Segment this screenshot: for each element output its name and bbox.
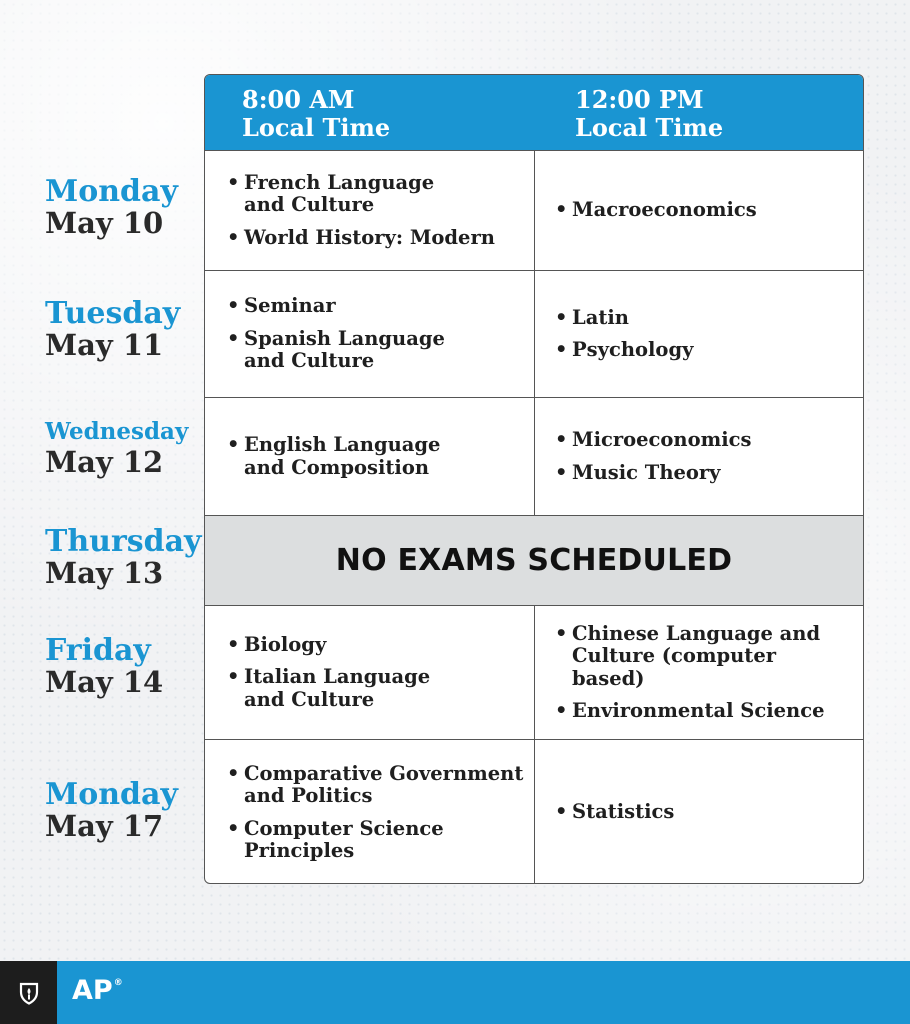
day-label-fri-14: [45, 635, 163, 699]
exam-line: Seminar: [244, 294, 336, 318]
exam-item: [555, 700, 855, 722]
exam-item: [555, 801, 855, 823]
cell-12pm: [535, 271, 864, 397]
exam-line: Principles: [244, 838, 355, 862]
exam-item: [555, 199, 855, 221]
exam-line: and Culture: [244, 349, 375, 373]
day-label-tue-11: [45, 298, 180, 362]
exam-line: Music Theory: [572, 460, 721, 484]
exam-item: [555, 339, 855, 361]
bullet: •: [227, 816, 240, 840]
day-name: Friday: [45, 633, 151, 668]
exam-item: [227, 172, 524, 217]
exam-line: Spanish Language: [244, 326, 445, 350]
day-name: Tuesday: [45, 296, 181, 331]
ap-brand: [72, 975, 123, 1006]
exam-item: [227, 227, 524, 249]
cell-12pm: [535, 606, 864, 739]
header-time: 12:00 PM: [575, 85, 704, 114]
day-labels: [0, 0, 200, 960]
day-date: May 11: [45, 328, 164, 363]
bullet: •: [227, 433, 240, 457]
cell-8am: [205, 151, 535, 270]
exam-schedule-table: [204, 74, 864, 884]
exam-item: [227, 295, 524, 317]
table-row: [205, 606, 863, 740]
exam-line: Latin: [572, 305, 629, 329]
exam-line: and Composition: [244, 455, 430, 479]
exam-line: and Culture: [244, 193, 375, 217]
exam-line: Psychology: [572, 338, 694, 361]
bullet: •: [555, 698, 568, 722]
exam-line: Macroeconomics: [572, 198, 757, 222]
exam-line: Statistics: [572, 800, 675, 824]
cell-12pm: [535, 740, 864, 884]
day-date: May 17: [45, 809, 164, 844]
exam-item: [227, 666, 524, 711]
exam-item: [555, 429, 855, 451]
bullet: •: [555, 621, 568, 645]
header-label: Local Time: [575, 113, 724, 143]
bullet: •: [227, 225, 240, 249]
ap-brand-text: AP: [72, 975, 113, 1006]
header-12pm: [575, 86, 723, 143]
bullet: •: [227, 294, 240, 318]
bullet: •: [227, 761, 240, 785]
cell-8am: [205, 271, 535, 397]
bullet: •: [555, 338, 568, 361]
exam-line: French Language: [244, 170, 435, 194]
exam-line: and Culture: [244, 687, 375, 711]
header-label: Local Time: [242, 113, 391, 143]
day-label-mon-10: [45, 176, 178, 240]
no-exams-row: [205, 516, 863, 606]
table-row: [205, 271, 863, 398]
footer-bar: [0, 961, 910, 1024]
bullet: •: [227, 632, 240, 656]
exam-line: English Language: [244, 433, 441, 457]
exam-line: Biology: [244, 632, 327, 656]
day-name: Wednesday: [45, 418, 189, 445]
day-name: Thursday: [45, 524, 202, 559]
day-date: May 10: [45, 206, 164, 241]
exam-line: World History: Modern: [244, 225, 495, 249]
exam-item: [227, 634, 524, 656]
day-date: May 12: [45, 444, 164, 479]
header-time: 8:00 AM: [242, 85, 355, 114]
exam-item: [227, 434, 524, 479]
exam-line: and Politics: [244, 784, 373, 808]
day-label-mon-17: [45, 779, 178, 843]
exam-line: Chinese Language and: [572, 621, 821, 645]
bullet: •: [555, 800, 568, 824]
table-header: [205, 75, 863, 151]
table-row: [205, 398, 863, 516]
exam-item: [227, 818, 524, 863]
header-8am: [242, 86, 390, 143]
day-label-wed-12: [45, 416, 188, 478]
bullet: •: [555, 305, 568, 329]
exam-line: Environmental Science: [572, 698, 825, 722]
exam-line: Computer Science: [244, 816, 444, 840]
exam-line: Culture (computer based): [572, 644, 776, 690]
day-name: Monday: [45, 174, 178, 209]
bullet: •: [555, 428, 568, 452]
day-date: May 13: [45, 556, 164, 591]
exam-item: [555, 462, 855, 484]
exam-line: Microeconomics: [572, 428, 752, 452]
cell-8am: [205, 606, 535, 739]
bullet: •: [555, 460, 568, 484]
exam-item: [555, 307, 855, 329]
table-row: [205, 740, 863, 884]
cell-12pm: [535, 151, 864, 270]
cell-8am: [205, 398, 535, 515]
exam-item: [555, 623, 855, 690]
shield-torch-icon: [18, 981, 40, 1005]
college-board-logo: [0, 961, 57, 1024]
day-label-thu-13: [45, 526, 202, 590]
exam-item: [227, 763, 524, 808]
cell-8am: [205, 740, 535, 884]
table-row: [205, 151, 863, 271]
day-date: May 14: [45, 665, 164, 700]
registered-mark: ®: [113, 978, 123, 988]
day-name: Monday: [45, 777, 178, 812]
exam-line: Italian Language: [244, 665, 431, 689]
bullet: •: [227, 665, 240, 689]
exam-line: Comparative Government: [244, 761, 524, 785]
bullet: •: [227, 326, 240, 350]
bullet: •: [555, 198, 568, 222]
cell-12pm: [535, 398, 864, 515]
no-exams-text: NO EXAMS SCHEDULED: [335, 543, 733, 578]
exam-item: [227, 328, 524, 373]
bullet: •: [227, 170, 240, 194]
